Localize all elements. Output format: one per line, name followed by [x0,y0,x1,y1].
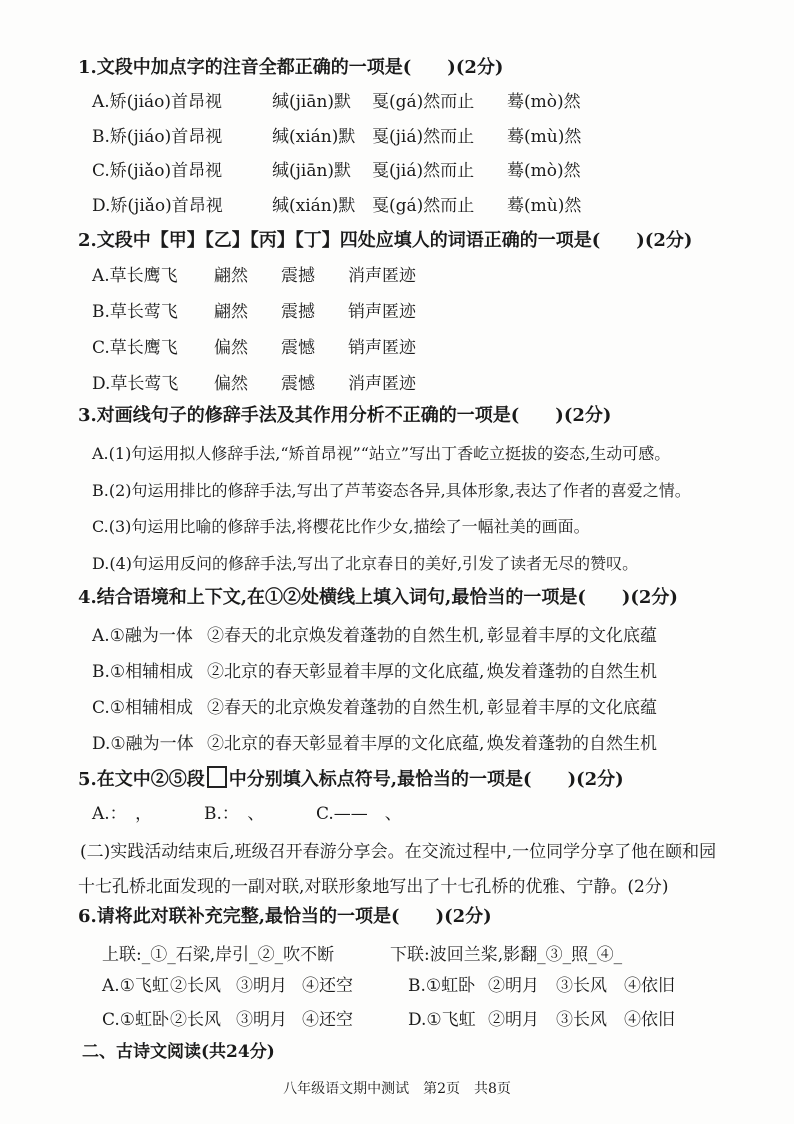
q3-stem: 3.对画线句子的修辞手法及其作用分析不正确的一项是( )(2分) [78,405,612,426]
q4-option-c[interactable]: C.①相辅相成 ②春天的北京焕发着蓬勃的自然生机, 彰显着丰厚的文化底蕴 [92,698,657,718]
q5-option-b[interactable]: B.： 、 [204,804,265,824]
part2-line2: 十七孔桥北面发现的一副对联,对联形象地写出了十七孔桥的优雅、宁静。(2分) [78,877,669,897]
q6-upper-couplet: 上联:_①_石梁,岸引_②_吹不断 [102,945,335,965]
q3-option-d[interactable]: D.(4)句运用反问的修辞手法,写出了北京春日的美好,引发了读者无尽的赞叹。 [92,554,639,573]
q3-option-b[interactable]: B.(2)句运用排比的修辞手法,写出了芦苇姿态各异,具体形象,表达了作者的喜爱之情。 [92,481,691,500]
q4-stem: 4.结合语境和上下文,在①②处横线上填入词句,最恰当的一项是( )(2分) [78,587,678,608]
q2-option-c[interactable]: C.草长鹰飞 偏然 震憾 销声匿迹 [92,338,416,358]
page-footer: 八年级语文期中测试 第2页 共8页 [283,1081,511,1097]
q5-option-a[interactable]: A.： ， [92,804,153,824]
q4-option-a[interactable]: A.①融为一体 ②春天的北京焕发着蓬勃的自然生机, 彰显着丰厚的文化底蕴 [92,626,657,646]
q5-stem: 5.在文中②⑤段 中分别填入标点符号,最恰当的一项是( )(2分) [78,766,624,790]
q6-option-a[interactable]: A.①飞虹②长风 ③明月 ④还空 [102,976,353,996]
q3-option-c[interactable]: C.(3)句运用比喻的修辞手法,将樱花比作少女,描绘了一幅社美的画面。 [92,517,590,536]
q1-option-c[interactable]: C.矫(jiǎo)首昂视 缄(jiān)默 戛(jiá)然而止 蓦(mò)然 [92,161,581,181]
q1-option-d[interactable]: D.矫(jiǎo)首昂视 缄(xián)默 戛(gá)然而止 蓦(mù)然 [92,196,582,216]
q6-option-c[interactable]: C.①虹卧②长风 ③明月 ④还空 [102,1010,353,1030]
blank-box-icon [207,766,227,788]
q6-option-d[interactable]: D.①飞虹 ②明月 ③长风 ④依旧 [408,1010,675,1030]
q2-stem: 2.文段中【甲】【乙】【丙】【丁】四处应填人的词语正确的一项是( )(2分) [78,230,693,251]
q1-stem: 1.文段中加点字的注音全都正确的一项是( )(2分) [78,57,504,78]
q1-option-b[interactable]: B.矫(jiáo)首昂视 缄(xián)默 戛(jiá)然而止 蓦(mù)然 [92,127,582,147]
q4-option-d[interactable]: D.①融为一体 ②北京的春天彰显着丰厚的文化底蕴, 焕发着蓬勃的自然生机 [92,734,657,754]
section-heading: 二、古诗文阅读(共24分) [82,1042,275,1062]
q3-option-a[interactable]: A.(1)句运用拟人修辞手法,“矫首昂视”“站立”写出丁香屹立挺拔的姿态,生动可感。 [92,444,671,463]
q2-option-b[interactable]: B.草长莺飞 翩然 震撼 销声匿迹 [92,302,416,322]
q6-lower-couplet: 下联:波回兰桨,影翻_③_照_④_ [390,945,623,965]
q5-option-c[interactable]: C.—— 、 [316,804,402,824]
q1-option-a[interactable]: A.矫(jiáo)首昂视 缄(jiān)默 戛(gá)然而止 蓦(mò)然 [92,92,581,112]
part2-line1: (二)实践活动结束后,班级召开春游分享会。在交流过程中,一位同学分享了他在颐和园 [80,842,717,862]
q2-option-a[interactable]: A.草长鹰飞 翩然 震撼 消声匿迹 [92,266,416,286]
q6-stem: 6.请将此对联补充完整,最恰当的一项是( )(2分) [78,906,492,927]
q5-options [92,804,402,824]
q6-option-b[interactable]: B.①虹卧 ②明月 ③长风 ④依旧 [408,976,675,996]
q2-option-d[interactable]: D.草长莺飞 偏然 震憾 消声匿迹 [92,374,416,394]
q4-option-b[interactable]: B.①相辅相成 ②北京的春天彰显着丰厚的文化底蕴, 焕发着蓬勃的自然生机 [92,662,657,682]
